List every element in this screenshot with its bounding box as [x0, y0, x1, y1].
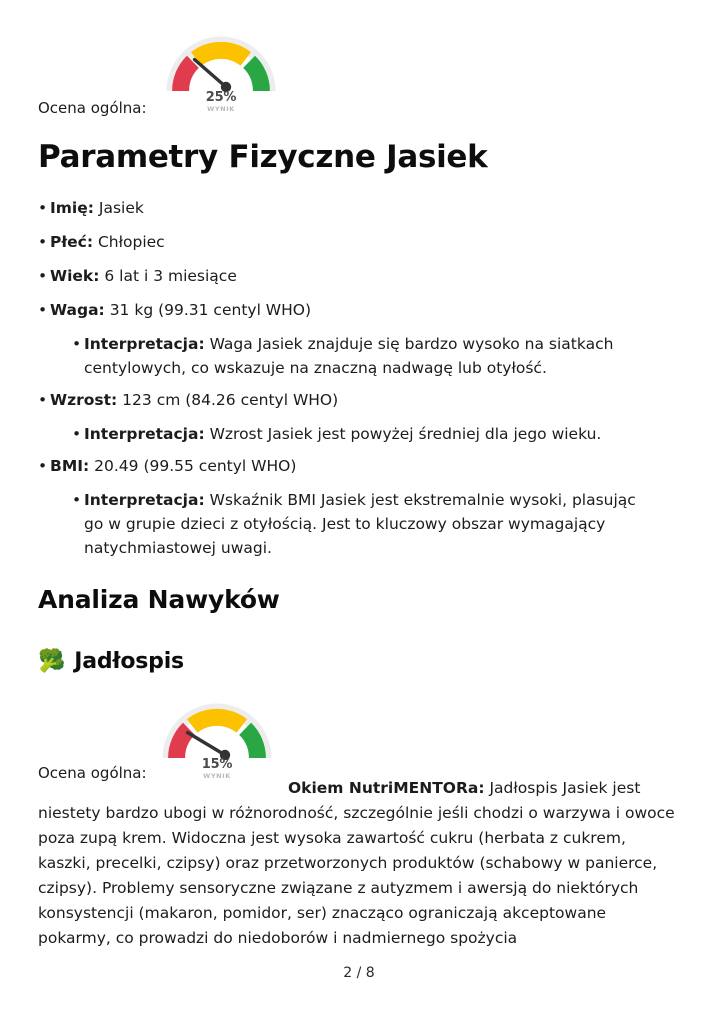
- list-item-text: [50, 196, 678, 220]
- list-item-value: 31 kg (99.31 centyl WHO): [104, 301, 312, 320]
- list-item-text: [84, 488, 644, 560]
- gauge-caption-text: WYNIK: [207, 105, 235, 113]
- bullet-marker: •: [38, 391, 48, 410]
- overall-score-label-menu: Ocena ogólna:: [38, 764, 147, 782]
- list-item-label: Interpretacja:: [84, 425, 205, 444]
- list-item-label: Waga:: [50, 301, 105, 320]
- list-item-text: [50, 454, 678, 478]
- list-item-label: Wiek:: [50, 267, 100, 286]
- gauge-value-text: 25%: [205, 90, 237, 105]
- list-item-text: [84, 332, 644, 380]
- list-item: [38, 454, 678, 478]
- list-item: [38, 298, 678, 322]
- gauge-menu-score: [162, 700, 272, 780]
- list-item-label: Interpretacja:: [84, 335, 205, 354]
- bullet-marker: •: [38, 457, 48, 476]
- list-item-label: BMI:: [50, 457, 90, 476]
- menu-narrative-paragraph: [38, 776, 680, 952]
- gauge-arc-graphic: [162, 700, 272, 760]
- list-item-value: Wskaźnik BMI Jasiek jest ekstremalnie wysoki, plasując go w grupie dzieci z otyłością. Jest to kluczowy obszar wymagający natychmiastowej uwagi.: [84, 491, 636, 558]
- list-item: [38, 388, 678, 412]
- list-item: [38, 230, 678, 254]
- gauge-overall-physical-score: [166, 33, 276, 113]
- gauge-arc-graphic: [166, 33, 276, 93]
- bullet-marker: •: [38, 233, 48, 252]
- list-item-value: Waga Jasiek znajduje się bardzo wysoko na siatkach centylowych, co wskazuje na znaczną nadwagę lub otyłość.: [84, 335, 614, 378]
- habits-section-heading: Analiza Nawyków: [38, 585, 280, 614]
- list-item-text: [84, 422, 644, 446]
- list-item: [38, 196, 678, 220]
- page-title: Parametry Fizyczne Jasiek: [38, 139, 488, 175]
- broccoli-icon: 🥦: [38, 649, 66, 675]
- gauge-caption-text: WYNIK: [203, 772, 231, 780]
- narrative-lead-label: Okiem NutriMENTORa:: [288, 778, 485, 797]
- list-item-text: [50, 298, 678, 322]
- list-item-text: [50, 230, 678, 254]
- list-item-nested: [38, 422, 678, 446]
- list-item-value: 123 cm (84.26 centyl WHO): [117, 391, 339, 410]
- bullet-marker: •: [38, 301, 48, 320]
- list-item-value: Wzrost Jasiek jest powyżej średniej dla jego wieku.: [204, 425, 602, 444]
- list-item-label: Płeć:: [50, 233, 94, 252]
- list-item-value: Chłopiec: [93, 233, 165, 252]
- list-item-text: [50, 264, 678, 288]
- overall-score-label-physical: Ocena ogólna:: [38, 99, 147, 117]
- list-item-nested: [38, 488, 678, 560]
- menu-section-heading-label: Jadłospis: [74, 649, 184, 674]
- list-item-label: Interpretacja:: [84, 491, 205, 510]
- bullet-marker: •: [38, 267, 48, 286]
- gauge-value-text: 15%: [201, 757, 233, 772]
- list-item-label: Wzrost:: [50, 391, 118, 410]
- page-indicator: 2 / 8: [343, 965, 375, 981]
- list-item: [38, 264, 678, 288]
- list-item-value: 6 lat i 3 miesiące: [99, 267, 237, 286]
- bullet-marker: •: [38, 199, 48, 217]
- menu-section-heading: [38, 650, 184, 674]
- bullet-marker: •: [72, 335, 82, 354]
- bullet-marker: •: [72, 491, 82, 510]
- list-item-nested: [38, 332, 678, 380]
- physical-parameters-list: [38, 196, 678, 568]
- list-item-text: [50, 388, 678, 412]
- list-item-value: Jasiek: [93, 199, 144, 217]
- list-item-value: 20.49 (99.55 centyl WHO): [89, 457, 297, 476]
- narrative-body-text: Jadłospis Jasiek jest niestety bardzo ubogi w różnorodność, szczególnie jeśli chodzi o warzywa i owoce poza zupą krem. Widoczna jest wysoka zawartość cukru (herbata z cukrem, kaszki, precelki, czipsy) oraz przetworzonych produktów (schabowy w panierce, czipsy). Problemy sensoryczne związane z autyzmem i awersją do niektórych konsystencji (makaron, pomidor, ser) znacząco ograniczają akceptowane pokarmy, co prowadzi do niedoborów i nadmiernego spożycia: [38, 778, 675, 948]
- bullet-marker: •: [72, 425, 82, 444]
- list-item-label: Imię:: [50, 199, 94, 217]
